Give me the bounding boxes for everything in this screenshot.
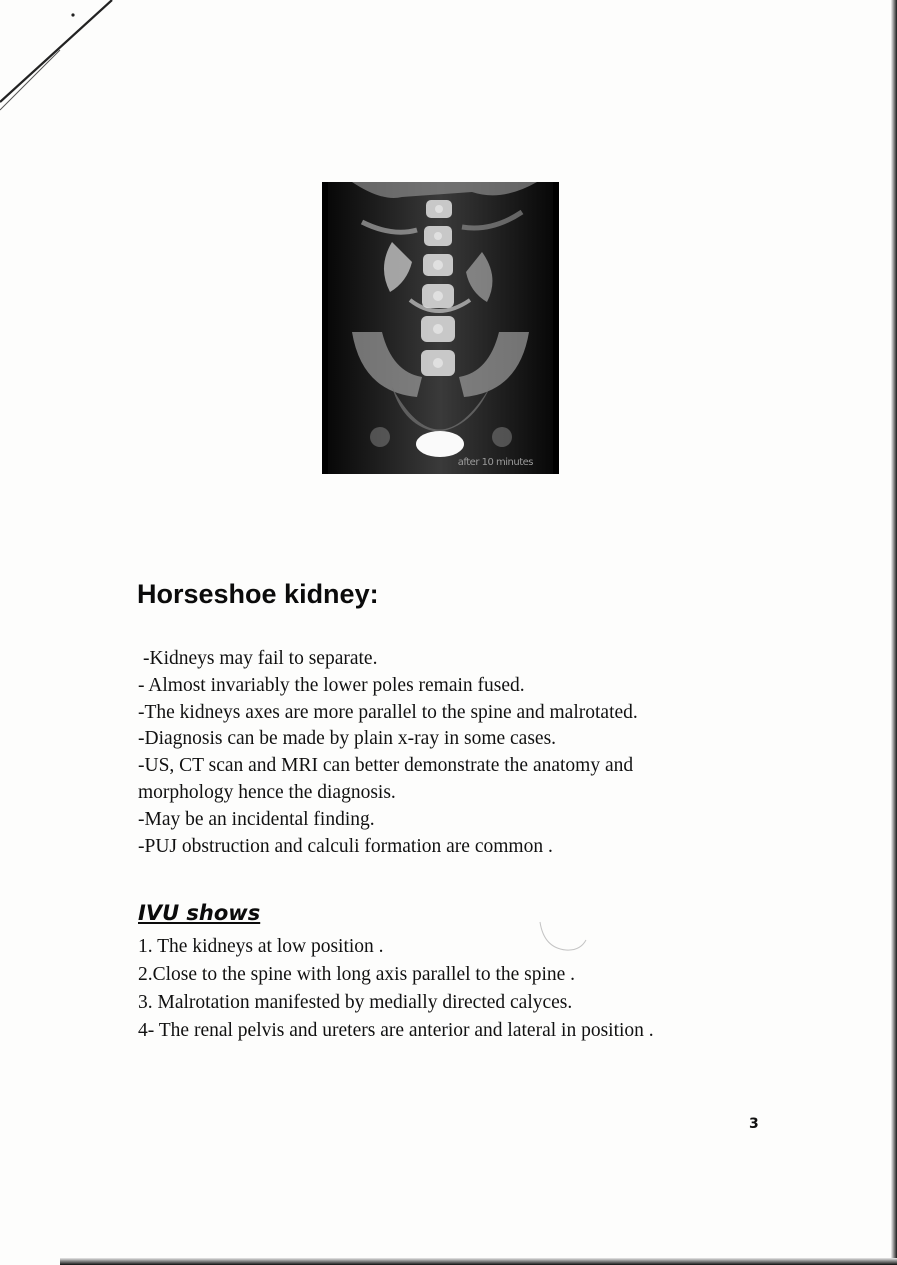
ivu-subheading: IVU shows — [138, 901, 261, 925]
list-item: -PUJ obstruction and calculi formation are common . — [138, 835, 553, 857]
list-item: -Diagnosis can be made by plain x-ray in some cases. — [138, 728, 557, 750]
list-item: - Almost invariably the lower poles remain fused. — [138, 674, 525, 696]
scan-edge-bottom — [60, 1258, 897, 1265]
xray-illustration — [322, 182, 559, 474]
ivu-xray-image — [322, 182, 559, 474]
list-item: -May be an incidental finding. — [138, 808, 375, 830]
page-number: 3 — [749, 1116, 759, 1132]
list-item: -The kidneys axes are more parallel to the spine and malrotated. — [138, 701, 638, 723]
section-title: Horseshoe kidney: — [137, 579, 379, 609]
list-item: -US, CT scan and MRI can better demonstrate the anatomy and morphology hence the diagnosis. — [138, 755, 634, 803]
list-item: 4- The renal pelvis and ureters are anterior and lateral in position . — [138, 1020, 654, 1041]
list-item: 1. The kidneys at low position . — [138, 936, 384, 957]
horseshoe-points-list — [138, 646, 738, 860]
folded-corner-mark — [0, 0, 120, 120]
list-item: -Kidneys may fail to separate. — [143, 648, 378, 669]
ivu-findings-list — [138, 933, 654, 1045]
xray-caption: after 10 minutes — [457, 457, 533, 468]
list-item: 2.Close to the spine with long axis parallel to the spine . — [138, 964, 576, 985]
list-item: 3. Malrotation manifested by medially directed calyces. — [138, 992, 573, 1013]
scan-edge-right — [891, 0, 897, 1265]
